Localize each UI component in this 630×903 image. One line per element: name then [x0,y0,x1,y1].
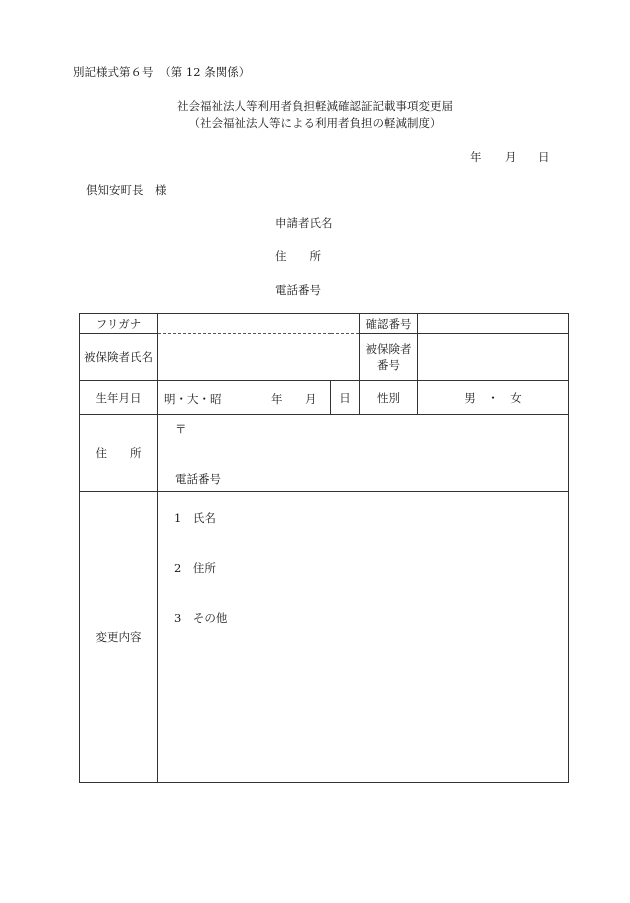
date-day-label: 日 [538,150,550,164]
insured-no-field[interactable] [418,334,569,381]
change-content-label: 変更内容 [80,492,158,783]
change-item-other[interactable]: 3 その他 [174,611,228,625]
change-item-name[interactable]: 1 氏名 [174,511,216,525]
birth-label: 生年月日 [80,381,158,415]
confirm-no-label: 確認番号 [360,314,418,334]
document-subtitle: （社会福祉法人等による利用者負担の軽減制度） [188,116,442,130]
table-row [80,415,569,492]
gender-label: 性別 [360,381,418,415]
gender-options[interactable]: 男 ・ 女 [418,381,569,415]
table-row [80,314,569,334]
birth-month-label: 月 [305,391,317,406]
address-field[interactable] [158,415,569,492]
change-item-address[interactable]: 2 住所 [174,561,216,575]
insured-name-field[interactable] [158,334,360,381]
birth-year-label: 年 [271,391,283,406]
table-row [80,492,569,783]
era-options: 明・大・昭 [164,391,222,406]
applicant-phone-label: 電話番号 [275,283,321,297]
address-phone-label: 電話番号 [175,472,221,486]
furigana-label: フリガナ [80,314,158,334]
address-label: 住 所 [80,415,158,492]
document-title: 社会福祉法人等利用者負担軽減確認証記載事項変更届 [177,99,453,113]
applicant-address-label: 住 所 [275,249,321,263]
insured-no-label: 被保険者番号 [360,334,418,381]
applicant-name-label: 申請者氏名 [275,216,333,230]
form-number: 別記様式第６号 （第 12 条関係） [73,65,251,79]
change-form-table [79,313,569,783]
date-month-label: 月 [505,150,517,164]
birth-day-label: 日 [331,381,360,415]
postal-mark: 〒 [175,422,187,436]
birth-date-field[interactable] [158,381,331,415]
furigana-field[interactable] [158,314,360,334]
table-row [80,381,569,415]
table-row [80,334,569,381]
insured-name-label: 被保険者氏名 [80,334,158,381]
confirm-no-field[interactable] [418,314,569,334]
recipient: 倶知安町長 様 [86,183,167,197]
change-content-field[interactable] [158,492,569,783]
date-year-label: 年 [470,150,482,164]
